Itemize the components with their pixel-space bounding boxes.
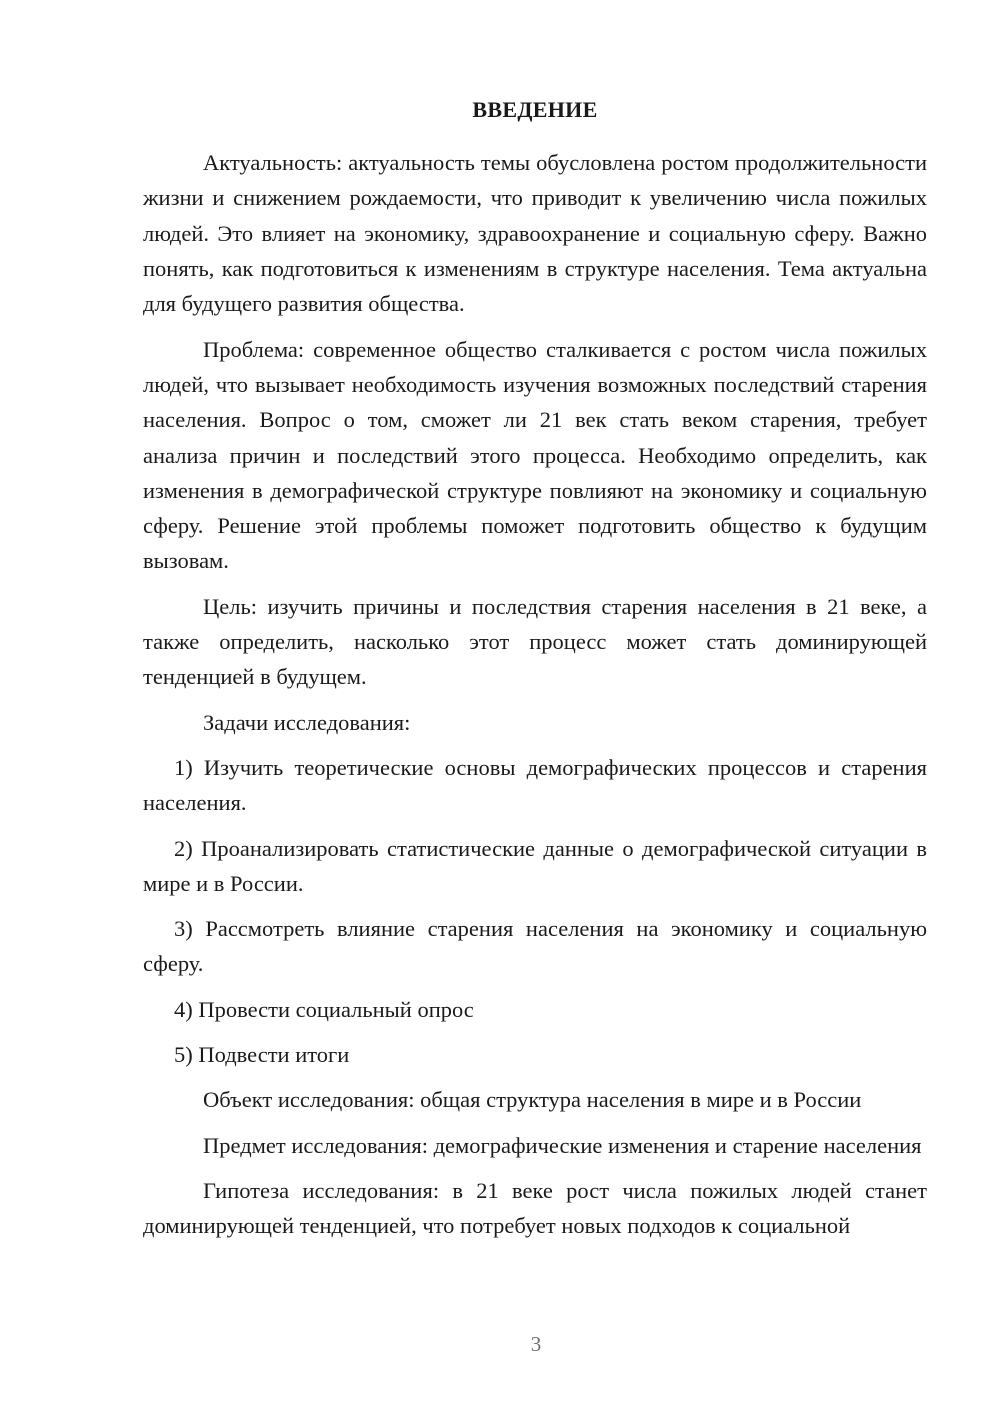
hypothesis-paragraph: Гипотеза исследования: в 21 веке рост числа пожилых людей станет доминирующей тенденцией, что потребует новых подходов к социальной [143, 1177, 927, 1239]
section-heading: ВВЕДЕНИЕ [472, 97, 598, 122]
problem-paragraph: Проблема: современное общество сталкивается с ростом числа пожилых людей, что вызывает необходимость изучения возможных последствий старения населения. Вопрос о том, сможет ли 21 век стать веком старения, требует анализа причин и последствий этого процесса. Необходимо определить, как изменения в демографической структуре повлияют на экономику и социальную сферу. Решение этой проблемы поможет подготовить общество к будущим вызовам. [143, 336, 927, 574]
task-item-2: 2) Проанализировать статистические данные о демографической ситуации в мире и в России. [143, 835, 927, 896]
task-item-5: 5) Подвести итоги [174, 1042, 350, 1068]
page-content [143, 92, 927, 1254]
task-item-3: 3) Рассмотреть влияние старения населения на экономику и социальную сферу. [143, 916, 927, 977]
task-item-1: 1) Изучить теоретические основы демографических процессов и старения населения. [143, 754, 927, 816]
goal-paragraph: Цель: изучить причины и последствия старения населения в 21 веке, а также определить, насколько этот процесс может стать доминирующей тенденцией в будущем. [143, 593, 927, 690]
task-item-4: 4) Провести социальный опрос [174, 996, 474, 1022]
subject-paragraph: Предмет исследования: демографические изменения и старение населения [203, 1132, 922, 1158]
object-paragraph: Объект исследования: общая структура населения в мире и в России [203, 1087, 862, 1113]
tasks-title: Задачи исследования: [203, 709, 411, 735]
relevance-paragraph: Актуальность: актуальность темы обусловлена ростом продолжительности жизни и снижением рождаемости, что приводит к увеличению числа пожилых людей. Это влияет на экономику, здравоохранение и социальную сферу. Важно понять, как подготовиться к изменениям в структуре населения. Тема актуальна для будущего развития общества. [143, 150, 927, 317]
page-number: 3 [530, 1332, 542, 1356]
